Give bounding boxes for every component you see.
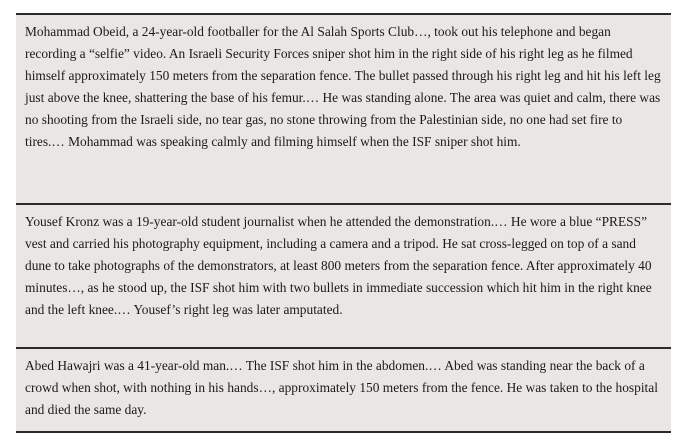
testimony-text: Mohammad Obeid, a 24-year-old footballer for the Al Salah Sports Club…, took out his telephone and began recording a “selfie” video. An Israeli Security Forces sniper shot him in the right side of his right leg as he filmed himself approximately 150 meters from the separation fence. The bullet passed through his right leg and hit his left leg just above the knee, shattering the base of his femur.… He was standing alone. The area was quiet and calm, there was no shooting from the Israeli side, no tear gas, no stone throwing from the Palestinian side, no one had set fire to tires.… Mohammad was speaking calmly and filming himself when the ISF sniper shot him. [25,24,661,149]
testimony-block [16,13,671,203]
testimony-block [16,347,671,431]
testimony-text: Yousef Kronz was a 19-year-old student journalist when he attended the demonstration.… He wore a blue “PRESS” vest and carried his photography equipment, including a camera and a tripod. He sat cross-legged on top of a sand dune to take photographs of the demonstrators, at least 800 meters from the separation fence. After approximately 40 minutes…, as he stood up, the ISF shot him with two bullets in immediate succession which hit him in the right knee and the left knee.… Yousef’s right leg was later amputated. [25,214,652,317]
testimony-text: Abed Hawajri was a 41-year-old man.… The ISF shot him in the abdomen.… Abed was standing near the back of a crowd when shot, with nothing in his hands…, approximately 150 meters from the fence. He was taken to the hospital and died the same day. [25,358,658,417]
testimony-block [16,203,671,347]
bottom-divider [16,431,671,433]
